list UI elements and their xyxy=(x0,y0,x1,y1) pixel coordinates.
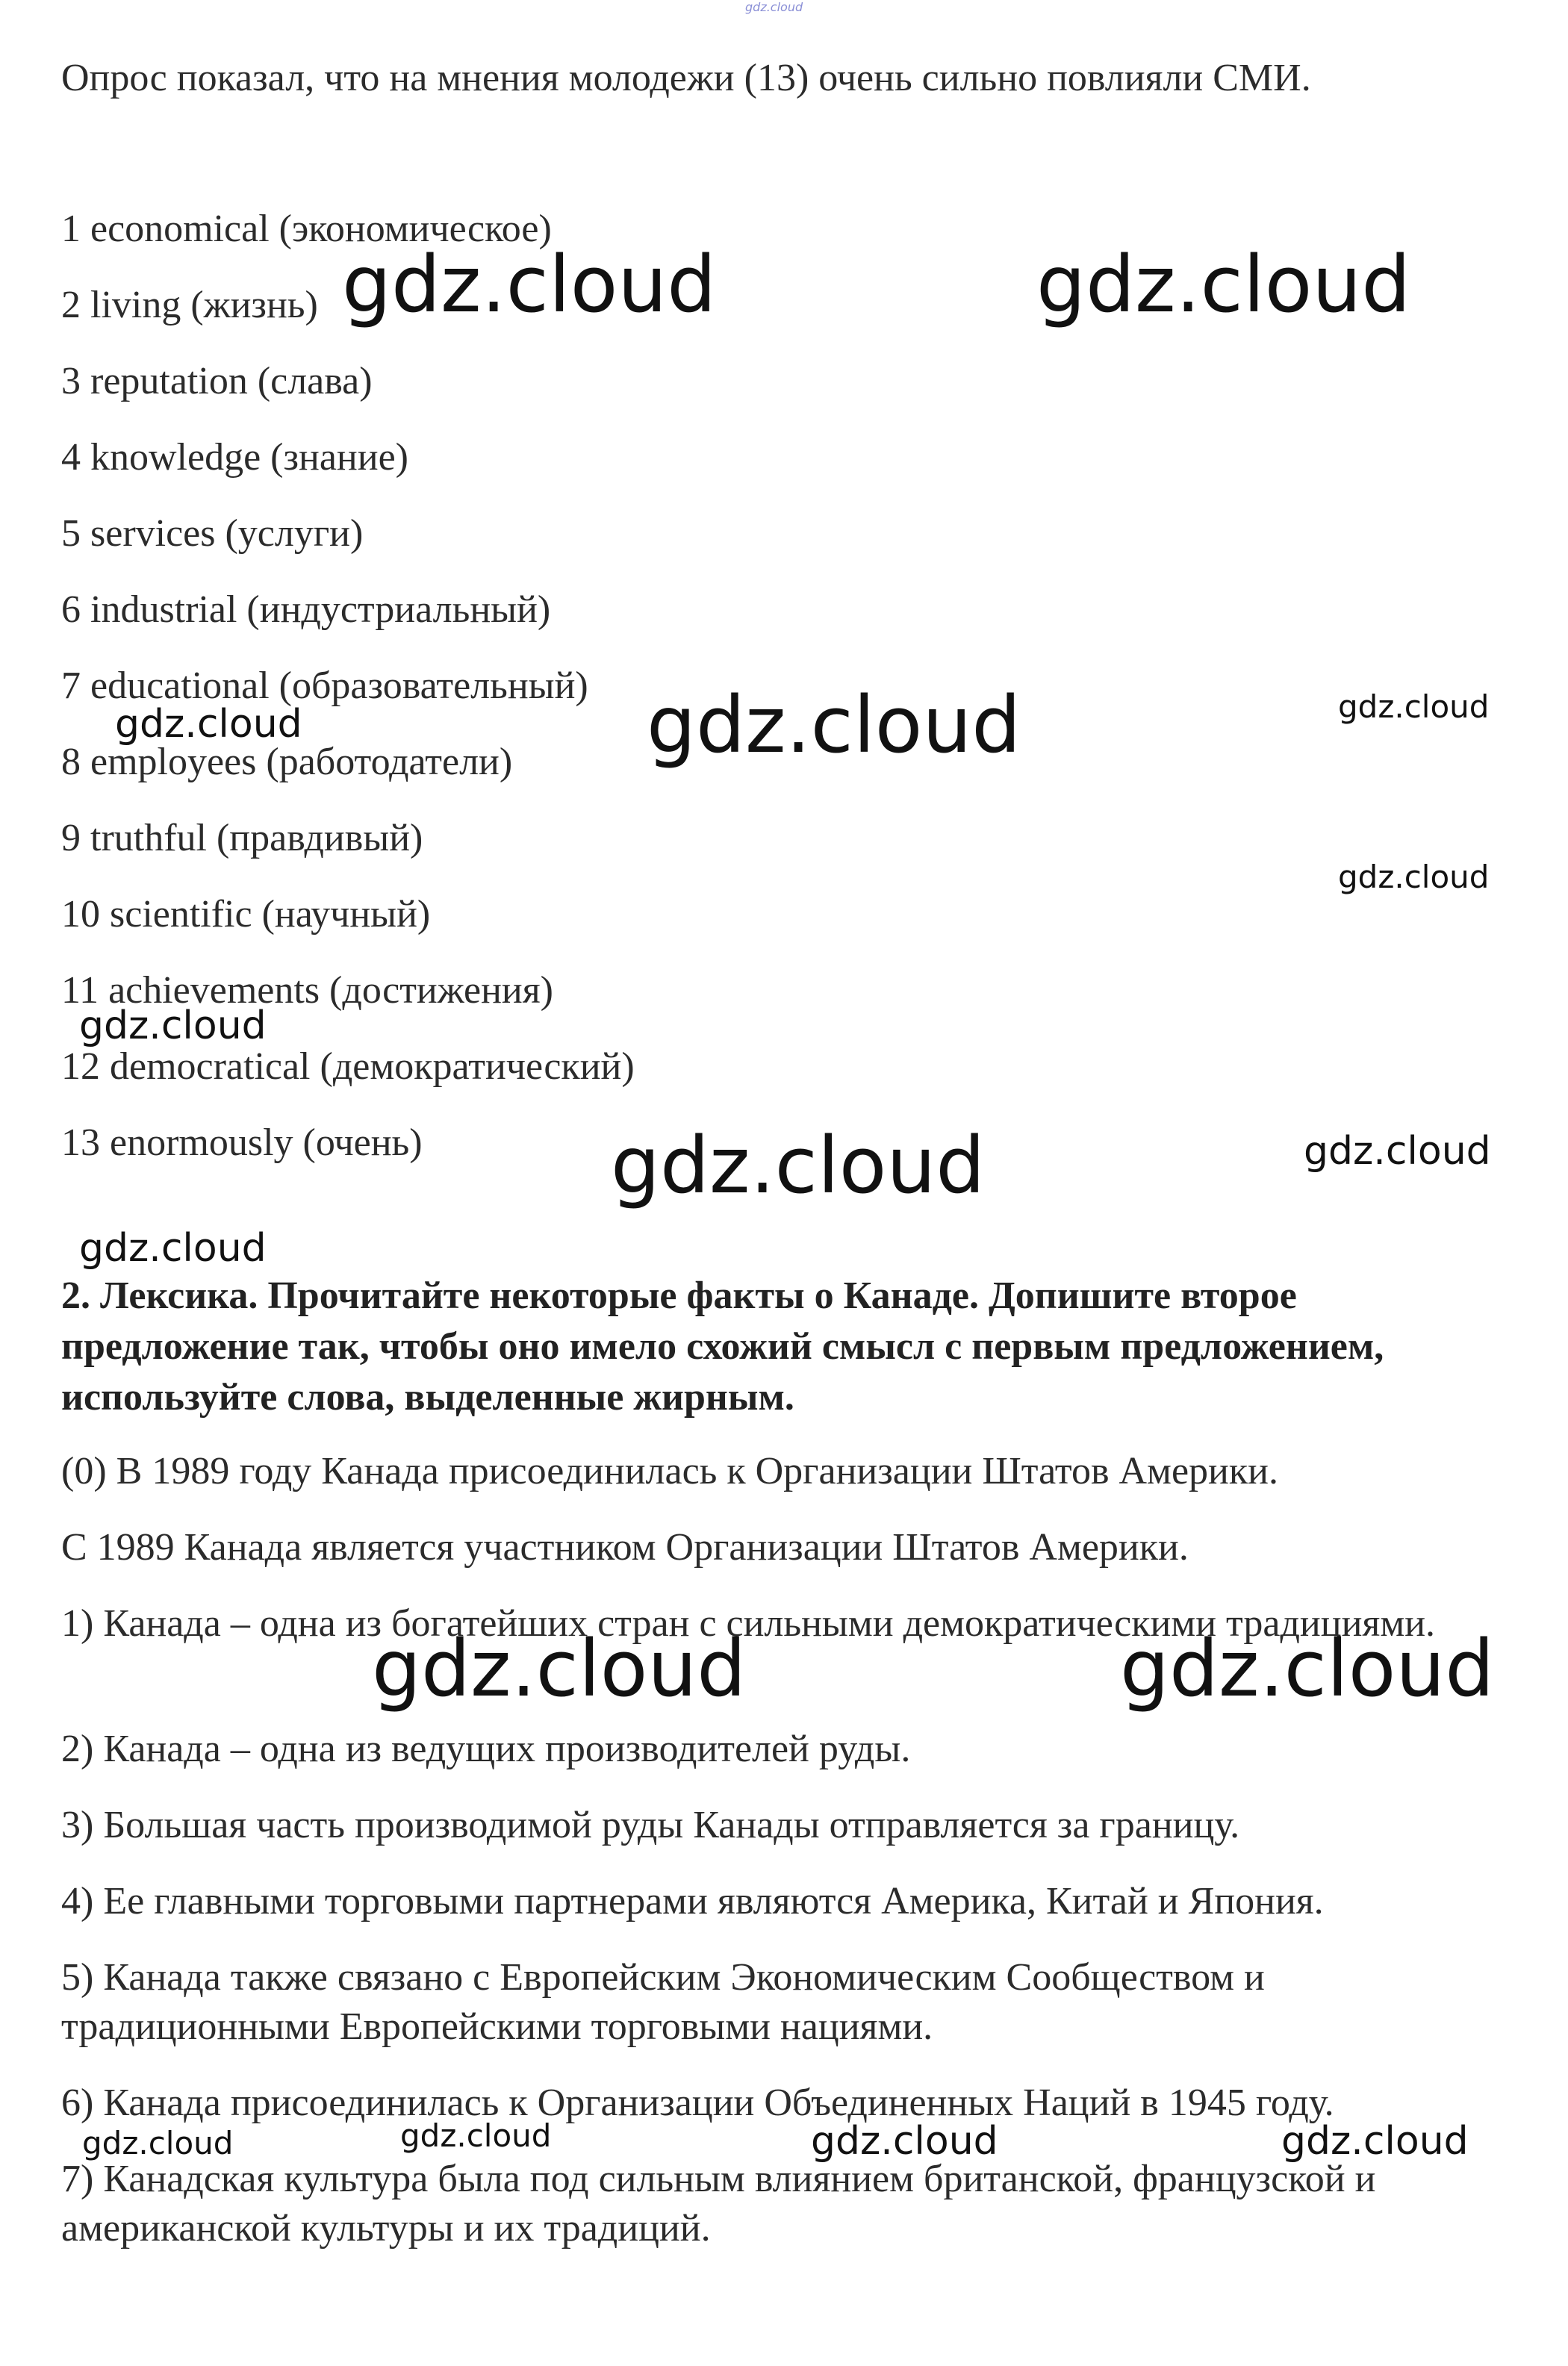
answer-item: 7 educational (образовательный) xyxy=(61,664,588,707)
watermark: gdz.cloud xyxy=(79,1003,267,1048)
watermark: gdz.cloud xyxy=(1304,1129,1491,1174)
answer-item: 12 democratical (демократический) xyxy=(61,1045,635,1088)
answer-item: 11 achievements (достижения) xyxy=(61,969,553,1012)
answer-item: 6 industrial (индустриальный) xyxy=(61,588,551,631)
answer-item: 8 employees (работодатели) xyxy=(61,741,513,783)
task-item: 5) Канада также связано с Европейским Экономическим Сообществом и традиционными Европейскими торговыми нациями. xyxy=(61,1956,1265,2048)
answer-item: 3 reputation (слава) xyxy=(61,360,373,402)
watermark: gdz.cloud xyxy=(1120,1623,1495,1714)
watermark: gdz.cloud xyxy=(611,1120,986,1211)
watermark: gdz.cloud xyxy=(82,2125,234,2161)
task-item: 2) Канада – одна из ведущих производителей руды. xyxy=(61,1728,911,1770)
answer-item: 4 knowledge (знание) xyxy=(61,436,408,479)
task-heading: 2. Лексика. Прочитайте некоторые факты о Канаде. Допишите второе предложение так, чтобы оно имело схожий смысл с первым предложением, используйте слова, выделенные жирным. xyxy=(61,1274,1384,1419)
example-answer: С 1989 Канада является участником Организации Штатов Америки. xyxy=(61,1526,1189,1569)
watermark: gdz.cloud xyxy=(1036,239,1411,330)
watermark: gdz.cloud xyxy=(400,2117,552,2154)
watermark: gdz.cloud xyxy=(115,702,302,747)
task-item: 7) Канадская культура была под сильным влиянием британской, французской и американской культуры и их традиций. xyxy=(61,2158,1376,2250)
watermark-top: gdz.cloud xyxy=(745,0,803,14)
task-item: 1) Канада – одна из богатейших стран с сильными демократическими традициями. xyxy=(61,1602,1436,1645)
answer-item: 1 economical (экономическое) xyxy=(61,208,552,250)
intro-sentence: Опрос показал, что на мнения молодежи (13) очень сильно повлияли СМИ. xyxy=(61,57,1311,99)
watermark: gdz.cloud xyxy=(79,1226,267,1271)
watermark: gdz.cloud xyxy=(1281,2119,1469,2164)
watermark: gdz.cloud xyxy=(1338,688,1490,725)
answer-item: 9 truthful (правдивый) xyxy=(61,817,423,859)
answer-item: 5 services (услуги) xyxy=(61,512,364,555)
example-sentence: (0) В 1989 году Канада присоединилась к Организации Штатов Америки. xyxy=(61,1450,1278,1492)
answer-item: 10 scientific (научный) xyxy=(61,893,431,935)
watermark: gdz.cloud xyxy=(1338,859,1490,895)
answer-item: 13 enormously (очень) xyxy=(61,1121,423,1164)
task-item: 3) Большая часть производимой руды Канады отправляется за границу. xyxy=(61,1804,1240,1846)
watermark: gdz.cloud xyxy=(342,239,717,330)
answer-item: 2 living (жизнь) xyxy=(61,284,318,326)
watermark: gdz.cloud xyxy=(811,2119,998,2164)
task-item: 4) Ее главными торговыми партнерами являются Америка, Китай и Япония. xyxy=(61,1880,1324,1923)
watermark: gdz.cloud xyxy=(647,679,1021,770)
watermark: gdz.cloud xyxy=(372,1623,747,1714)
task-item: 6) Канада присоединилась к Организации Объединенных Наций в 1945 году. xyxy=(61,2082,1334,2124)
